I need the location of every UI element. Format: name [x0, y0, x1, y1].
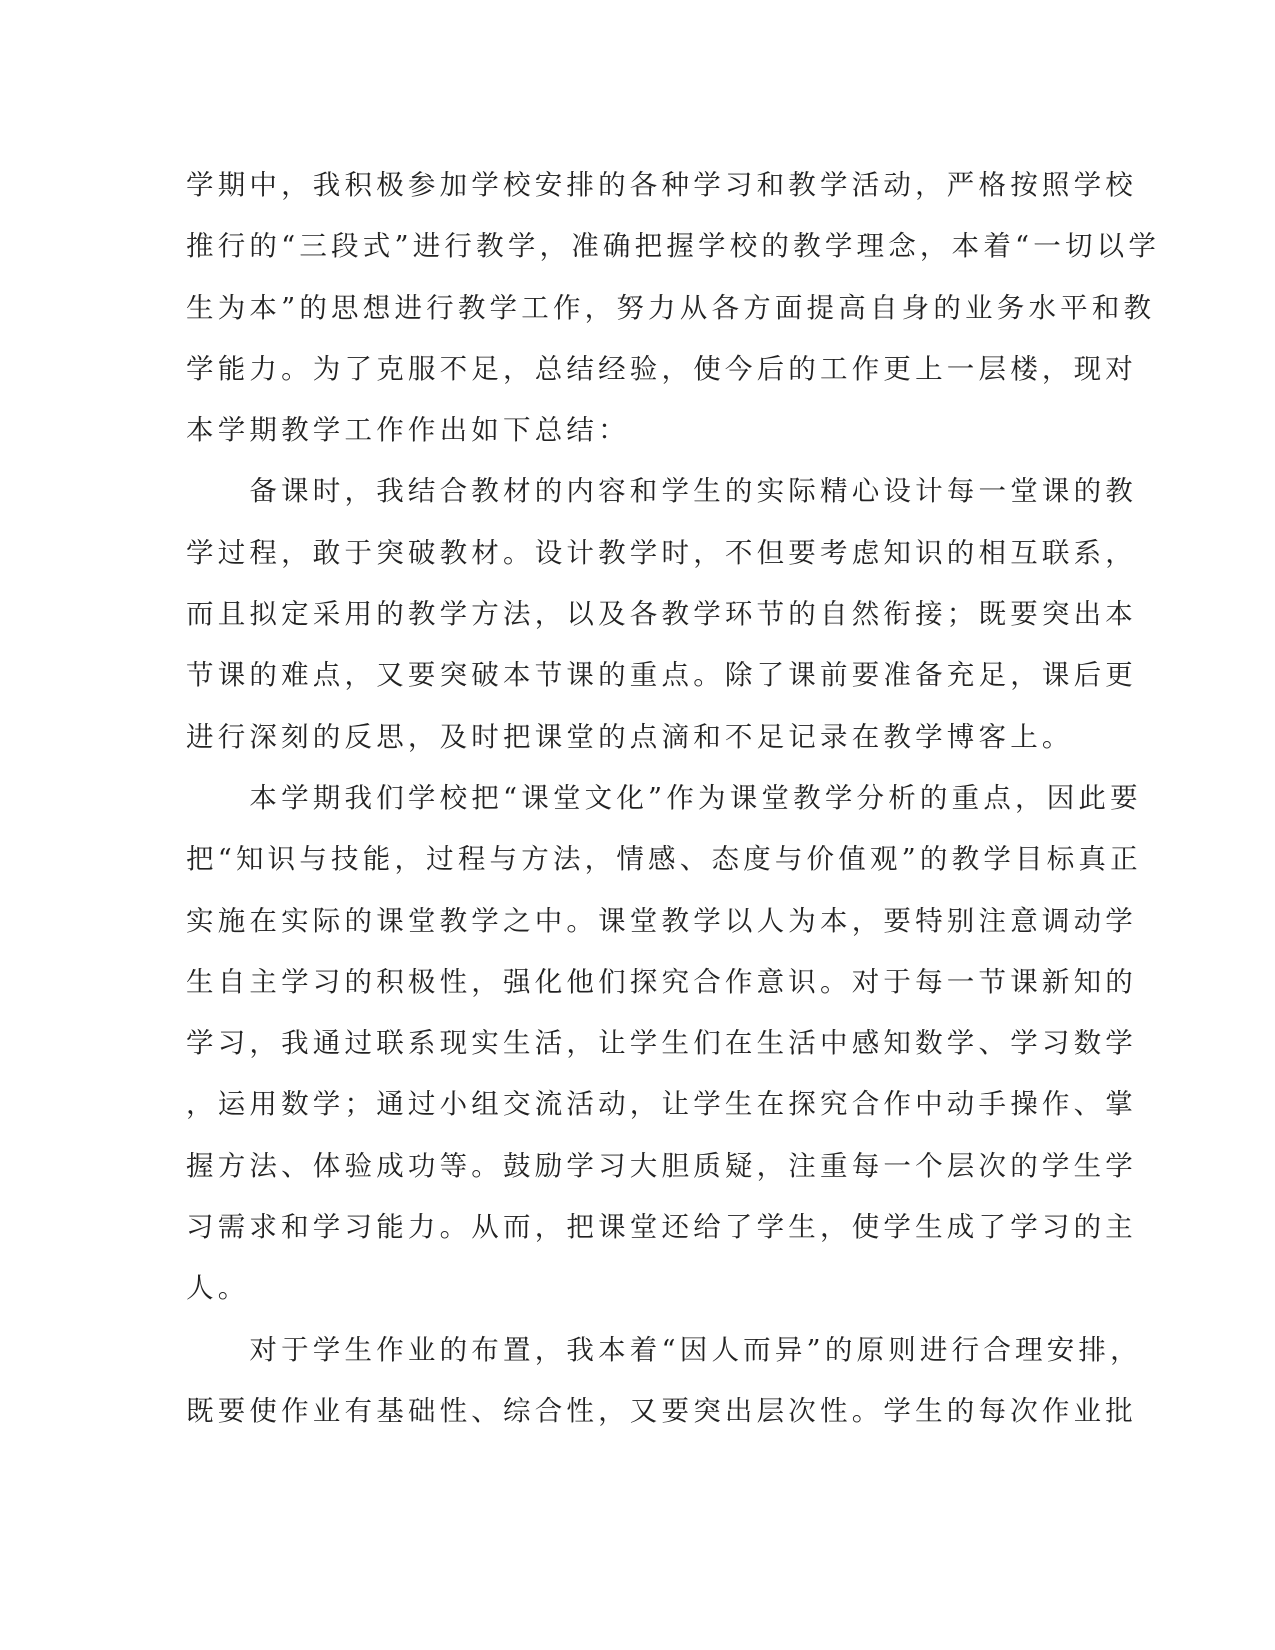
text-line: 学期中，我积极参加学校安排的各种学习和教学活动，严格按照学校: [186, 169, 1137, 201]
text-line: 既要使作业有基础性、综合性，又要突出层次性。学生的每次作业批: [186, 1394, 1137, 1427]
text-line: 习需求和学习能力。从而，把课堂还给了学生，使学生成了学习的主: [186, 1211, 1137, 1244]
text-line: 推行的“三段式”进行教学，准确把握学校的教学理念，本着“一切以学: [186, 230, 1161, 263]
text-line: 而且拟定采用的教学方法，以及各教学环节的自然衔接；既要突出本: [186, 598, 1137, 631]
text-line: 人。: [186, 1272, 250, 1305]
text-line: 握方法、体验成功等。鼓励学习大胆质疑，注重每一个层次的学生学: [186, 1149, 1137, 1182]
text-line: 备课时，我结合教材的内容和学生的实际精心设计每一堂课的教: [186, 475, 1137, 508]
text-line: 生自主学习的积极性，强化他们探究合作意识。对于每一节课新知的: [186, 965, 1137, 998]
text-line: 把“知识与技能，过程与方法，情感、态度与价值观”的教学目标真正: [186, 843, 1142, 876]
text-line: 本学期教学工作作出如下总结：: [186, 414, 630, 447]
text-line: 生为本”的思想进行教学工作，努力从各方面提高自身的业务水平和教: [186, 291, 1156, 324]
text-line: 学习，我通过联系现实生活，让学生们在生活中感知数学、学习数学: [186, 1027, 1137, 1060]
text-line: 学能力。为了克服不足，总结经验，使今后的工作更上一层楼，现对: [186, 352, 1137, 385]
text-line: 学过程，敢于突破教材。设计教学时，不但要考虑知识的相互联系，: [186, 536, 1137, 569]
text-line: 节课的难点，又要突破本节课的重点。除了课前要准备充足，课后更: [186, 659, 1137, 692]
text-line: 进行深刻的反思，及时把课堂的点滴和不足记录在教学博客上。: [186, 720, 1074, 753]
text-line: 实施在实际的课堂教学之中。课堂教学以人为本，要特别注意调动学: [186, 904, 1137, 937]
text-line: 对于学生作业的布置，我本着“因人而异”的原则进行合理安排，: [186, 1333, 1142, 1366]
text-line: 本学期我们学校把“课堂文化”作为课堂教学分析的重点，因此要: [186, 781, 1142, 814]
document-body: [186, 155, 1161, 1442]
text-line: ，运用数学；通过小组交流活动，让学生在探究合作中动手操作、掌: [186, 1088, 1137, 1121]
